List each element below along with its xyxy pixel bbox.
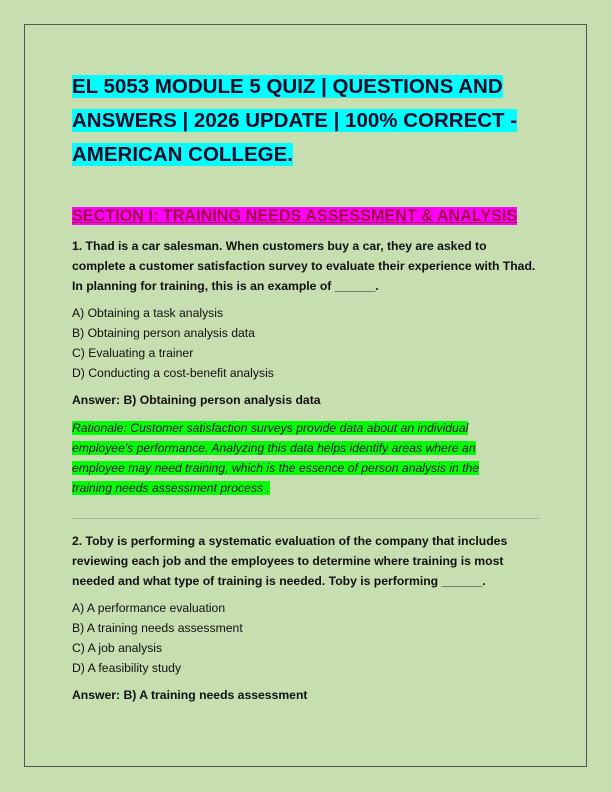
document-title-text: EL 5053 MODULE 5 QUIZ | QUESTIONS AND ANSWERS | 2026 UPDATE | 100% CORRECT - AMERICAN COLLEGE.: [72, 75, 518, 166]
document-content: [72, 70, 542, 705]
question-1-option-b: B) Obtaining person analysis data: [72, 326, 255, 340]
question-1-option-a: A) Obtaining a task analysis: [72, 306, 224, 320]
question-1-answer: Answer: B) Obtaining person analysis data: [72, 393, 321, 407]
question-divider: [72, 518, 540, 519]
section-heading: [72, 204, 542, 228]
section-heading-text: SECTION I: TRAINING NEEDS ASSESSMENT & ANALYSIS: [72, 207, 518, 225]
question-2-options: [72, 598, 542, 678]
question-2: [72, 531, 542, 705]
question-1-option-c: C) Evaluating a trainer: [72, 346, 194, 360]
question-2-option-d: D) A feasibility study: [72, 661, 182, 675]
question-2-text: 2. Toby is performing a systematic evaluation of the company that includes reviewing each job and the employees to determine where training is most needed and what type of training is needed. Toby is performing ______.: [72, 534, 508, 588]
question-1-option-d: D) Conducting a cost-benefit analysis: [72, 366, 274, 380]
question-1-rationale: [72, 418, 502, 498]
document-title: [72, 70, 542, 172]
question-2-option-a: A) A performance evaluation: [72, 601, 226, 615]
question-1: [72, 236, 542, 498]
question-2-option-b: B) A training needs assessment: [72, 621, 243, 635]
question-1-rationale-text: Rationale: Customer satisfaction surveys provide data about an individual employee's performance. Analyzing this data helps identify areas where an employee may need training, which is the essence of person analysis in the training needs assessment process .: [72, 421, 480, 495]
question-2-answer: Answer: B) A training needs assessment: [72, 688, 308, 702]
question-1-text: 1. Thad is a car salesman. When customers buy a car, they are asked to complete a customer satisfaction survey to evaluate their experience with Thad. In planning for training, this is an example of ______.: [72, 239, 536, 293]
question-2-option-c: C) A job analysis: [72, 641, 163, 655]
question-1-options: [72, 303, 542, 383]
